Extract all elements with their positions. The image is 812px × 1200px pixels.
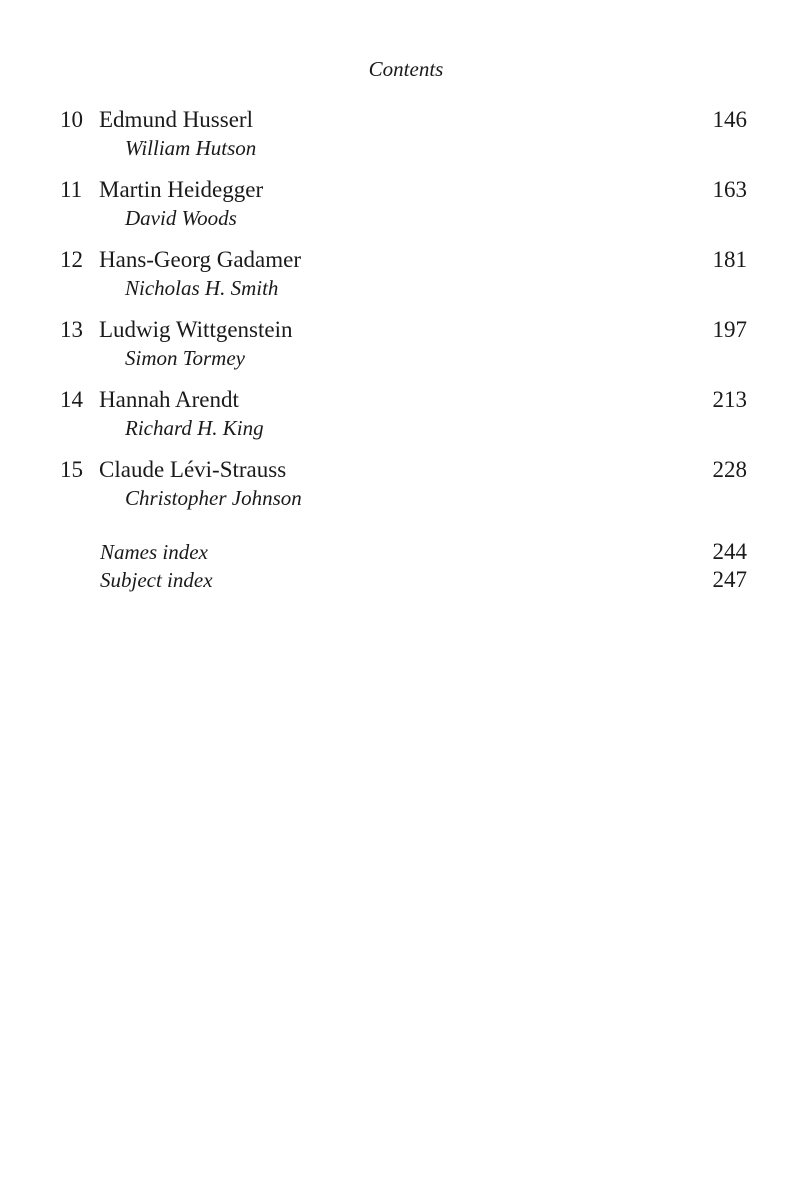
running-head: Contents [368, 57, 444, 81]
toc-entry [0, 456, 812, 526]
page-number: 163 [712, 177, 747, 202]
toc-entry [0, 106, 812, 176]
toc-entry [0, 386, 812, 456]
chapter-author: Simon Tormey [125, 346, 245, 370]
toc-entry [0, 246, 812, 316]
chapter-author: William Hutson [125, 136, 257, 160]
chapter-number: 14 [60, 387, 83, 412]
chapter-title: Hans-Georg Gadamer [99, 247, 302, 272]
page-number: 146 [712, 107, 747, 132]
index-label: Subject index [100, 568, 213, 592]
chapter-number: 10 [60, 107, 83, 132]
index-entry [0, 567, 812, 595]
chapter-author: David Woods [125, 206, 237, 230]
page-number: 247 [712, 567, 747, 592]
chapter-title: Edmund Husserl [99, 107, 253, 132]
chapter-title: Claude Lévi-Strauss [99, 457, 287, 482]
toc-entry [0, 316, 812, 386]
chapter-author: Christopher Johnson [125, 486, 302, 510]
chapter-author: Nicholas H. Smith [125, 276, 279, 300]
toc-entry [0, 176, 812, 246]
chapter-title: Martin Heidegger [99, 177, 264, 202]
chapter-author: Richard H. King [125, 416, 264, 440]
table-of-contents [0, 106, 812, 526]
page-number: 181 [712, 247, 747, 272]
page-number: 213 [712, 387, 747, 412]
chapter-number: 15 [60, 457, 83, 482]
index-list [0, 539, 812, 595]
index-entry [0, 539, 812, 567]
page-number: 197 [712, 317, 747, 342]
page-number: 244 [712, 539, 747, 564]
page-number: 228 [712, 457, 747, 482]
index-label: Names index [100, 540, 208, 564]
chapter-number: 11 [60, 177, 83, 202]
chapter-number: 12 [60, 247, 83, 272]
chapter-number: 13 [60, 317, 83, 342]
chapter-title: Ludwig Wittgenstein [99, 317, 293, 342]
chapter-title: Hannah Arendt [99, 387, 239, 412]
